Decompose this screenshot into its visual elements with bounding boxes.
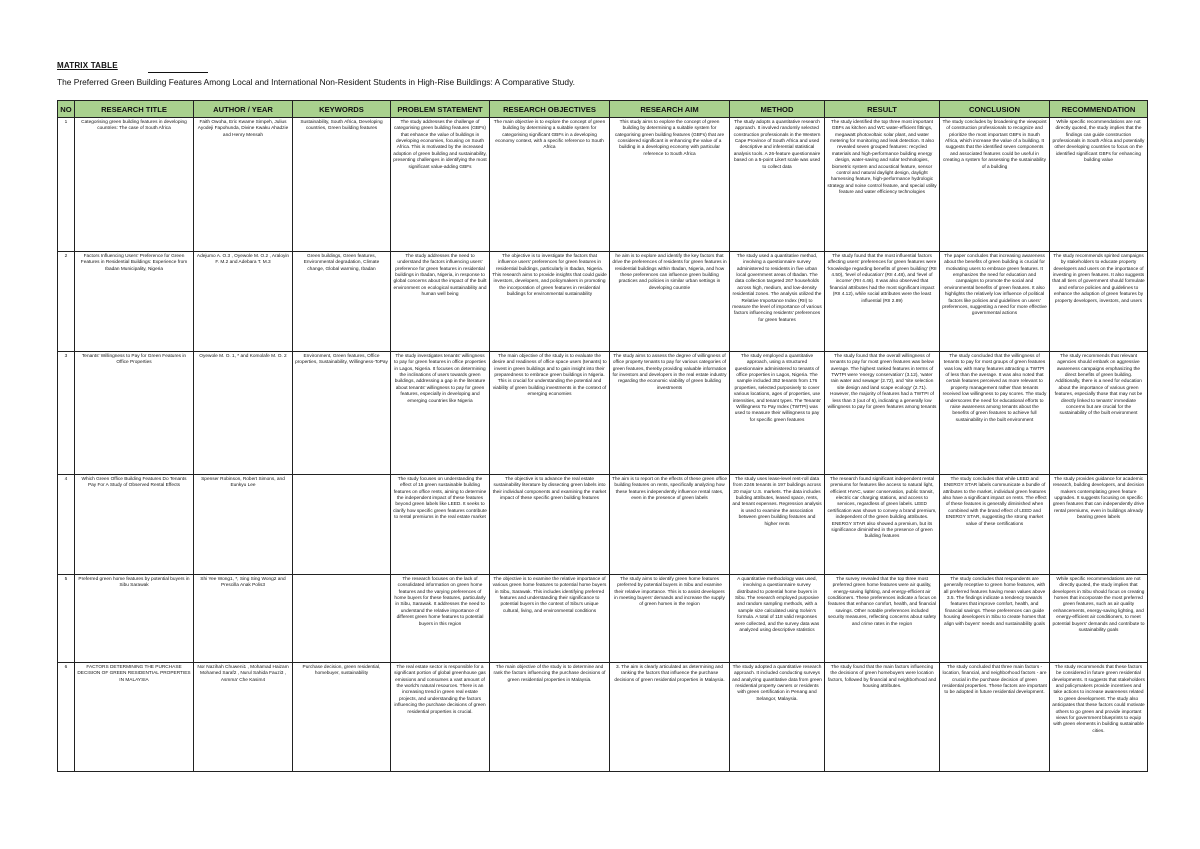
cell-research-title: Preferred green home features by potential buyers in Sibu Sarawak	[75, 575, 194, 663]
cell-result: The survey revealed that the top three most preferred green home features were air quality, energy-saving lighting, and energy-efficient air conditioners. These preferences indicate a focus on features that enhance comfort, health, and financial savings. Other notable preferences included security measures, reflecting concerns about safety and crime rates in the region	[825, 575, 940, 663]
cell-research-title: Factors Influencing Users' Preference for Green Features in Residential Buildings: Experience from Ibadan Municipality, Nigeria	[75, 252, 194, 352]
cell-objectives: The objective is to advance the real estate sustainability literature by dissecting green labels into their individual components and examining the market impact of these specific green building features	[490, 475, 610, 575]
cell-author: Shi Yee Wong1, *, Sing Sing Wong2 and Prescilla Anak Polis3	[194, 575, 293, 663]
cell-method: The study used a quantitative method, involving a questionnaire survey administered to residents in five urban local government areas of Ibadan. The data collection targeted 267 households across high, medium, and low-density residential zones. The analysis utilized the Relative Importance Index (RII) to measure the level of importance of various factors influencing residents' preferences for green features	[730, 252, 825, 352]
title-underline	[148, 71, 208, 73]
header-conclusion: CONCLUSION	[940, 101, 1050, 118]
cell-recommendation: The study recommends spirited campaigns by stakeholders to educate property developers and users on the importance of investing in green features. It also suggests that all tiers of government should formulate and enforce policies and guidelines to enhance the adoption of green features by property developers, investors, and users	[1050, 252, 1148, 352]
cell-keywords: Sustainability, South Africa, Developing countries, Green building features	[293, 118, 391, 252]
cell-research-title: Tenants' Willingness to Pay for Green Features in Office Properties	[75, 352, 194, 475]
cell-aim: 3. The aim is clearly articulated as determining and ranking the factors that influence the purchase decisions of green residential properties in Malaysia.	[610, 663, 730, 772]
cell-no: 6	[58, 663, 75, 772]
header-no: NO	[58, 101, 75, 118]
cell-research-title: Which Green Office Building Features Do Tenants Pay For A Study of Observed Rental Effects	[75, 475, 194, 575]
cell-result: The study found that the most influential factors affecting users' preferences for green features were 'knowledge regarding benefits of green building' (RII 4.50), 'level of education' (RII 4.48), and 'level of income' (RII 4.46). It was also observed that financial attributes had the most significant impact (RII 4.12), while social attributes were the least influential (RII 2.89)	[825, 252, 940, 352]
cell-aim: he aim is to explore and identify the key factors that drive the preferences of residents for green features in residential buildings within Ibadan, Nigeria, and how these preferences can influence green building practices and policies in similar urban settings in developing countrie	[610, 252, 730, 352]
cell-research-title: Categorising green building features in developing countries: The case of South Africa	[75, 118, 194, 252]
cell-aim: The study aims to assess the degree of willingness of office property tenants to pay for various categories of green features, thereby providing valuable information for investors and developers in the real estate industry regarding the economic viability of green building investments	[610, 352, 730, 475]
cell-no: 3	[58, 352, 75, 475]
doc-title: MATRIX TABLE	[57, 61, 118, 70]
cell-conclusion: The study concluded that the willingness of tenants to pay for most groups of green features was low, with many features attracting a TWTPI of less than the average. It was also noted that certain features perceived as more relevant to property management rather than tenants received low willingness to pay scores. The study underscores the need for educational efforts to raise awareness among tenants about the benefits of green features to achieve full sustainability in the built environment	[940, 352, 1050, 475]
doc-subtitle: The Preferred Green Building Features Among Local and International Non-Resident Students in High-Rise Buildings: A Comparative Study.	[57, 77, 575, 87]
cell-method: The study adopted a quantitative research approach. It included conducting surveys and analyzing quantitative data from green residential property owners or residents with green certification in Penang and Selangor, Malaysia.	[730, 663, 825, 772]
header-research-aim: RESEARCH AIM	[610, 101, 730, 118]
cell-conclusion: The study concluded that three main factors - location, financial, and neighborhood factors - are crucial in the purchase decision of green residential properties. These factors are important to be adopted in future residential development.	[940, 663, 1050, 772]
cell-keywords: Green buildings, Green features, Environmental degradation, Climate change, Global warming, Ibadan	[293, 252, 391, 352]
cell-keywords	[293, 475, 391, 575]
cell-recommendation: The study recommends that relevant agencies should embark on aggressive awareness campaigns emphasizing the direct benefits of green building. Additionally, there is a need for education about the importance of various green features, especially those that may not be directly linked to tenants' immediate concerns but are crucial for the sustainability of the built environment	[1050, 352, 1148, 475]
title-line	[57, 55, 1147, 73]
cell-aim: The study aims to identify green home features preferred by potential buyers in Sibu and examine their relative importance. This is to assist developers in meeting buyers' demands and increase the supply of green homes in the region	[610, 575, 730, 663]
cell-method: The study employed a quantitative approach, using a structured questionnaire administered to tenants of office properties in Lagos, Nigeria. The sample included 352 tenants from 176 properties, selected purposively to cover various locations, ages of properties, use intensities, and tenant types. The Tenants' Willingness To Pay Index (TWTPI) was used to measure their willingness to pay for specific green features	[730, 352, 825, 475]
cell-no: 5	[58, 575, 75, 663]
cell-recommendation: The study provides guidance for academic research, building developers, and decision makers contemplating green feature upgrades. It suggests focusing on specific green features that can independently drive rental premiums, even in buildings already bearing green labels	[1050, 475, 1148, 575]
cell-research-title: FACTORS DETERMINING THE PURCHASE DECISION OF GREEN RESIDENTIAL PROPERTIES IN MALAYSIA	[75, 663, 194, 772]
cell-keywords: Environment, Green features, Office properties, Sustainability, Willingness-ToPay	[293, 352, 391, 475]
cell-no: 4	[58, 475, 75, 575]
cell-no: 1	[58, 118, 75, 252]
cell-no: 2	[58, 252, 75, 352]
cell-conclusion: The study concludes that while LEED and ENERGY STAR labels communicate a bundle of attributes to the market, individual green features also have a significant impact on rents. The effect of these features is generally diminished when combined with the brand effect of LEED and ENERGY STAR, suggesting the strong market value of these certifications	[940, 475, 1050, 575]
cell-recommendation: The study recommends that these factors be considered in future green residential developments. It suggests that stakeholders and policymakers provide incentives and take actions to increase awareness related to green development. The study also anticipates that these factors could motivate others to go green and provide important views for government blueprints to equip with green elements in building sustainable cities.	[1050, 663, 1148, 772]
header-row	[58, 101, 1148, 118]
cell-keywords	[293, 575, 391, 663]
cell-objectives: The main objective of the study is to determine and rank the factors influencing the purchase decisions of green residential properties in Malaysia.	[490, 663, 610, 772]
cell-author: Oyewole M. O. 1, * and Komolafe M. O. 2	[194, 352, 293, 475]
cell-author: Spenser Robinson, Robert Simons, and Eunkyu Lee	[194, 475, 293, 575]
cell-recommendation: While specific recommendations are not directly quoted, the study implies that the findings can guide construction professionals in South Africa and potentially other developing countries to focus on the identified significant GBFs for enhancing building value	[1050, 118, 1148, 252]
cell-conclusion: The study concludes that respondents are generally receptive to green home features, with all preferred features having mean values above 3.5. The findings indicate a tendency towards features that improve comfort, health, and financial savings. These preferences can guide housing developers in Sibu to create homes that align with buyers' needs and sustainability goals	[940, 575, 1050, 663]
cell-conclusion: The paper concludes that increasing awareness about the benefits of green building is crucial for motivating users to embrace green features. It emphasizes the need for education and campaigns to promote the social and environmental benefits of green features. It also highlights the relatively low influence of political factors like policies and guidelines on users' preferences, suggesting a need for more effective governmental actions	[940, 252, 1050, 352]
cell-method: The study adopts a quantitative research approach. It involved randomly selected construction professionals in the Western Cape Province of South Africa and used descriptive and inferential statistical analysis tools. A 26-feature questionnaire based on a 5-point Likert scale was used to collect data	[730, 118, 825, 252]
table-row	[58, 475, 1148, 575]
cell-aim: This study aims to explore the concept of green building by determining a suitable system for categorising green building features (GBFs) that are considered significant in enhancing the value of a building in a developing economy with particular reference to South Africa	[610, 118, 730, 252]
cell-result: The research found significant independent rental premiums for features like access to natural light, efficient HVAC, water conservation, public transit, electric car charging stations, and access to services, regardless of green labels. LEED certification was shown to convey a brand premium, independent of the green building attributes. ENERGY STAR also showed a premium, but its significance diminished in the presence of green building features	[825, 475, 940, 575]
table-row	[58, 663, 1148, 772]
table-row	[58, 118, 1148, 252]
header-research-objectives: RESEARCH OBJECTIVES	[490, 101, 610, 118]
cell-problem: The study investigates tenants' willingness to pay for green features in office properties in Lagos, Nigeria. It focuses on determining the inclinations of users towards green buildings, addressing a gap in the literature about tenants' willingness to pay for green features, especially in developing and emerging countries like Nigeria	[391, 352, 490, 475]
cell-objectives: The objective is to examine the relative importance of various green home features to potential home buyers in Sibu, Sarawak. This includes identifying preferred features and understanding their significance to potential buyers in the context of Sibu's unique cultural, living, and environmental conditions	[490, 575, 610, 663]
document-page	[57, 55, 1147, 772]
matrix-table	[57, 100, 1148, 772]
cell-method: The study uses lease-level rent-roll data from 2246 tenants in 197 buildings across 20 major U.S. markets. The data includes building attributes, leased space, rents, and tenant expenses. Regression analysis is used to examine the association between green building features and higher rents	[730, 475, 825, 575]
cell-objectives: The main objective of the study is to evaluate the desire and readiness of office space users (tenants) to invest in green buildings and to gain insight into their preparedness to embrace green buildings in Nigeria. This is crucial for understanding the potential and viability of green building investments in the context of emerging economies	[490, 352, 610, 475]
cell-problem: The study addresses the challenge of categorising green building features (GBFs) that enhance the value of buildings in developing economies, focusing on South Africa. This is motivated by the increased adoption of green building and sustainability, presenting challenges in identifying the most significant value-adding GBFs	[391, 118, 490, 252]
cell-conclusion: The study concludes by broadening the viewpoint of construction professionals to recognize and prioritize the most important GBFs in South Africa, which increase the value of a building. It suggests that the identified seven components and associated features could be useful in creating a system for assessing the sustainability of a building	[940, 118, 1050, 252]
cell-method: A quantitative methodology was used, involving a questionnaire survey distributed to potential home buyers in Sibu. The research employed purposive and random sampling methods, with a sample size calculated using Solvin's formula. A total of 118 valid responses were collected, and the survey data was analyzed using descriptive statistics	[730, 575, 825, 663]
cell-problem: The research focuses on the lack of consolidated information on green home features and the varying preferences of home buyers for these features, particularly in Sibu, Sarawak. It addresses the need to understand the relative importance of different green home features to potential buyers in this region	[391, 575, 490, 663]
table-row	[58, 252, 1148, 352]
cell-objectives: The objective is to investigate the factors that influence users' preferences for green features in residential buildings, particularly in Ibadan, Nigeria. This research aims to provide insights that could guide investors, developers, and policymakers in promoting the incorporation of green features in residential buildings for environmental sustainability	[490, 252, 610, 352]
cell-result: The study identified the top three most important GBFs as kitchen and WC water-efficient fittings, megawatt photovoltaic solar plant, and water metering for monitoring and leak detection. It also revealed seven grouped features: recycled materials and high-performance building energy design, water-saving and solar technologies, biometric system and acoustical feature, sensor control and natural daylight design, daylight harnessing feature, high-performance hydrologic strategy and noise control feature, and special utility feature and water efficiency technologies	[825, 118, 940, 252]
header-problem-statement: PROBLEM STATEMENT	[391, 101, 490, 118]
header-research-title: RESEARCH TITLE	[75, 101, 194, 118]
cell-recommendation: While specific recommendations are not directly quoted, the study implies that developers in Sibu should focus on creating homes that incorporate the most preferred green features, such as air quality enhancements, energy-saving lighting, and energy-efficient air conditioners, to meet potential buyers' demands and contribute to sustainability goals	[1050, 575, 1148, 663]
cell-result: The study found that the overall willingness of tenants to pay for most green features was below average. The highest ranked features in terms of TWTPI were 'energy conservation' (3.12), 'water rain water and sewage' (2.72), and 'site selection site design and land scape ecology' (2.71). However, the majority of features had a TWTPI of less than 3 (out of 6), indicating a generally low willingness to pay for green features among tenants	[825, 352, 940, 475]
cell-problem: The study addresses the need to understand the factors influencing users' preference for green features in residential buildings in Ibadan, Nigeria, in response to global concerns about the impact of the built environment on ecological sustainability and human well being	[391, 252, 490, 352]
table-row	[58, 575, 1148, 663]
cell-objectives: The main objective is to explore the concept of green building by determining a suitable system for categorising significant GBFs in a developing economy context, with a specific reference to South Africa	[490, 118, 610, 252]
header-recommendation: RECOMMENDATION	[1050, 101, 1148, 118]
header-keywords: KEYWORDS	[293, 101, 391, 118]
cell-result: The study found that the main factors influencing the decisions of green homebuyers were location factors, followed by financial and neighborhood and housing attributes.	[825, 663, 940, 772]
cell-keywords: Purchase decision, green residential, homebuyer, sustainability	[293, 663, 391, 772]
header-result: RESULT	[825, 101, 940, 118]
header-method: METHOD	[730, 101, 825, 118]
header-author-year: AUTHOR / YEAR	[194, 101, 293, 118]
cell-author: Faith Owoha, Eric Kwame Simpeh, Julius Ayodeji Fapohunda, Divine Kwaku Ahadzie and Henry Mensah	[194, 118, 293, 252]
cell-aim: The aim is to report on the effects of these green office building features on rents, specifically analyzing how these features independently influence rental rates, even in the presence of green labels	[610, 475, 730, 575]
cell-problem: The study focuses on understanding the effect of 15 green sustainable building features on office rents, aiming to determine the independent impact of these features beyond green labels like LEED. It seeks to clarify how specific green features contribute to rental premiums in the real estate market	[391, 475, 490, 575]
cell-problem: The real estate sector is responsible for a significant portion of global greenhouse gas emissions and consumes a vast amount of the world's natural resources. There is an increasing trend in green real estate projects, and understanding the factors influencing the purchase decisions of green residential properties is crucial.	[391, 663, 490, 772]
cell-author: Adejumo A. O.3 , Oyewole M. O.2 , Araloyin F. M.2 and Adebara T. M.3	[194, 252, 293, 352]
table-row	[58, 352, 1148, 475]
cell-author: Nor Nazihah Chuweni1 , Mohamad Haizam Mohamed Saraf2 , Nurul Sahida Fauzi3 , Asmma' Che Kasim4	[194, 663, 293, 772]
